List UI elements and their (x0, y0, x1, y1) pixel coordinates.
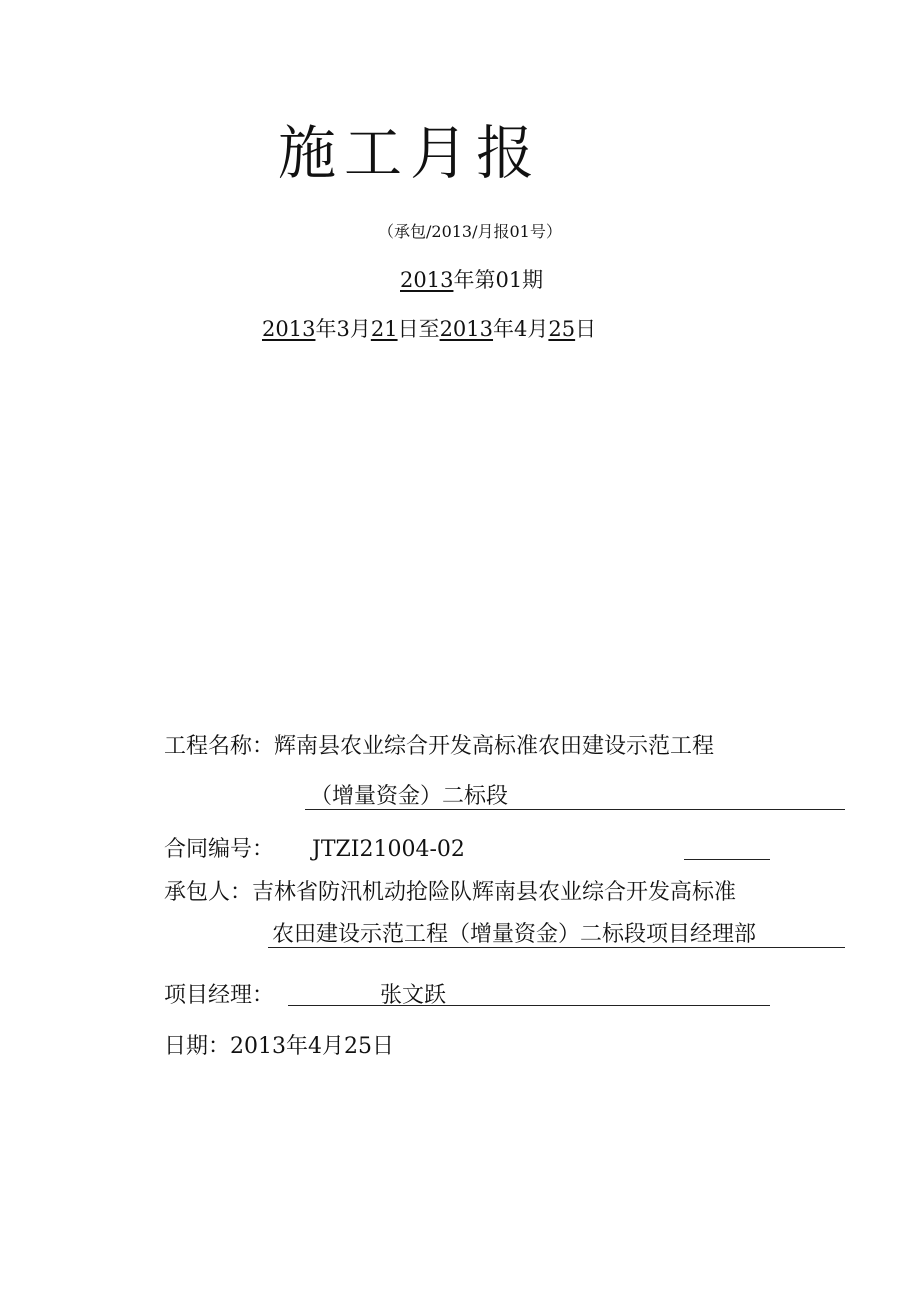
project-manager-value: 张文跃 (380, 983, 447, 1008)
project-name-underline (305, 809, 845, 810)
project-name-line1: 辉南县农业综合开发高标准农田建设示范工程 (274, 734, 715, 759)
report-reference-number: （承包/2013/月报01号） (378, 222, 562, 241)
issue-number (400, 270, 543, 291)
date-label: 日期： (164, 1034, 231, 1059)
project-name-line2: （增量资金）二标段 (310, 784, 509, 809)
project-manager-label: 项目经理： (164, 983, 275, 1008)
period-end-suffix: 日 (575, 317, 597, 341)
period-to: 日至 (397, 317, 440, 341)
contractor-underline (268, 947, 845, 948)
date-value: 2013年4月25日 (230, 1034, 394, 1059)
contractor-line2: 农田建设示范工程（增量资金）二标段项目经理部 (272, 922, 757, 947)
contract-number-label: 合同编号： (164, 837, 275, 862)
report-title: 施工月报 (278, 119, 543, 187)
period-start-year: 2013 (262, 317, 316, 341)
issue-year: 2013 (400, 268, 454, 292)
report-period (262, 319, 596, 340)
period-end-year: 2013 (439, 317, 494, 341)
contract-number-value: JTZI21004-02 (312, 837, 465, 862)
contractor-line1: 吉林省防汛机动抢险队辉南县农业综合开发高标准 (252, 880, 737, 905)
contract-number-underline (684, 859, 770, 860)
issue-text: 年第01期 (453, 268, 544, 292)
project-manager-underline (288, 1005, 770, 1006)
period-end-month: 年4月 (493, 317, 549, 341)
date-row (164, 1036, 394, 1058)
contractor-row (164, 882, 736, 904)
period-end-day: 25 (548, 317, 576, 341)
project-name-row (164, 736, 714, 758)
contractor-label: 承包人： (164, 880, 253, 905)
period-start-day: 21 (370, 317, 398, 341)
period-start-month: 年3月 (315, 317, 371, 341)
project-name-label: 工程名称： (164, 734, 275, 759)
